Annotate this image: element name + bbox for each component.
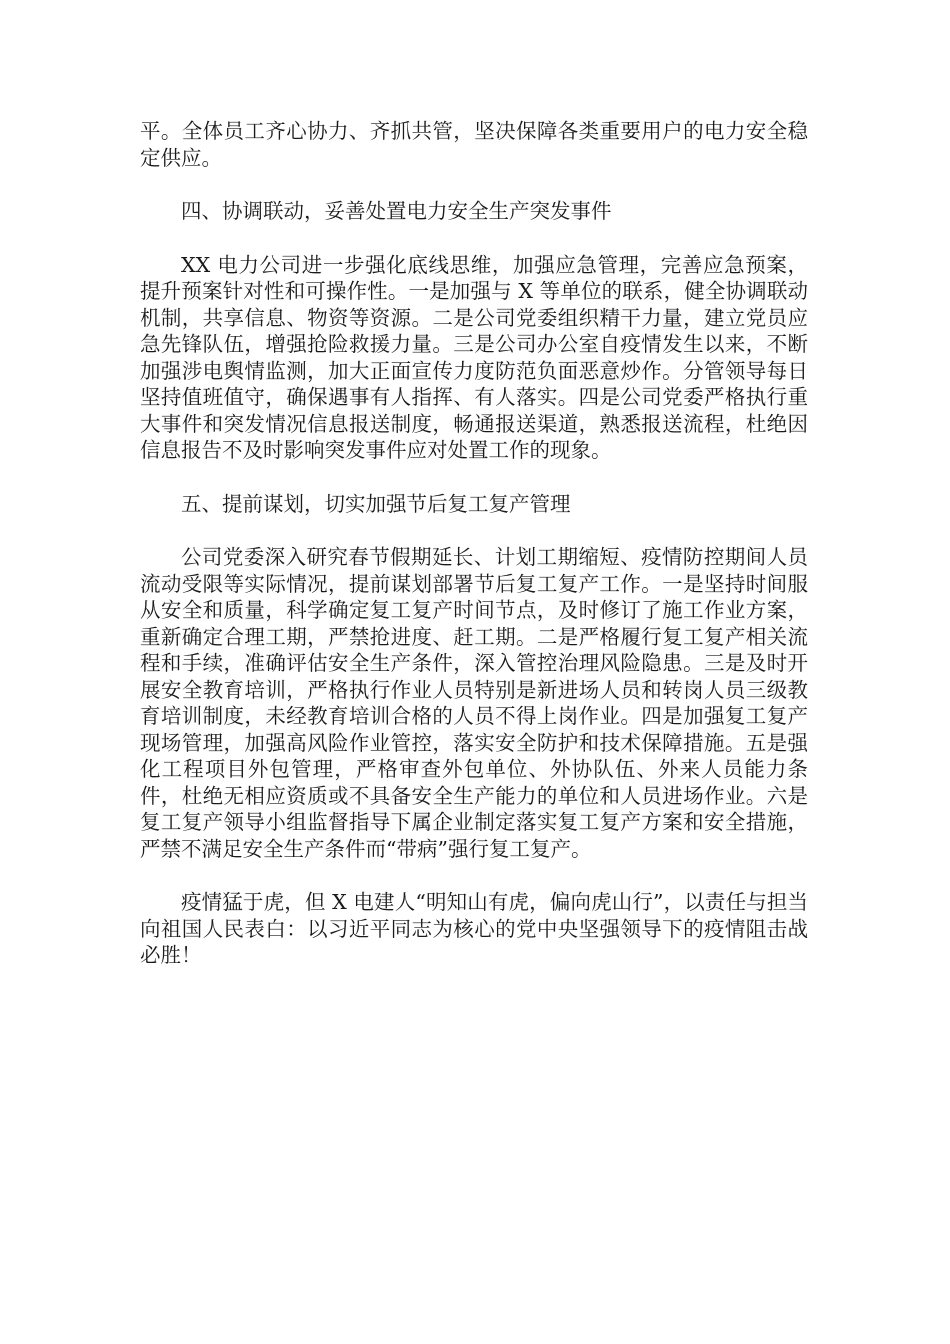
document-body bbox=[140, 118, 808, 996]
paragraph-conclusion: 疫情猛于虎，但 X 电建人“明知山有虎，偏向虎山行”，以责任与担当向祖国人民表白：以习近平同志为核心的党中央坚强领导下的疫情阻击战必胜！ bbox=[140, 890, 808, 967]
paragraph-continued: 平。全体员工齐心协力、齐抓共管，坚决保障各类重要用户的电力安全稳定供应。 bbox=[140, 119, 808, 170]
paragraph-resumption-management: 公司党委深入研究春节假期延长、计划工期缩短、疫情防控期间人员流动受限等实际情况，提前谋划部署节后复工复产工作。一是坚持时间服从安全和质量，科学确定复工复产时间节点，及时修订了施工作业方案，重新确定合理工期，严禁抢进度、赶工期。二是严格履行复工复产相关流程和手续，准确评估安全生产条件，深入管控治理风险隐患。三是及时开展安全教育培训，严格执行作业人员特别是新进场人员和转岗人员三级教育培训制度，未经教育培训合格的人员不得上岗作业。四是加强复工复产现场管理，加强高风险作业管控，落实安全防护和技术保障措施。五是强化工程项目外包管理，严格审查外包单位、外协队伍、外来人员能力条件，杜绝无相应资质或不具备安全生产能力的单位和人员进场作业。六是复工复产领导小组监督指导下属企业制定落实复工复产方案和安全措施，严禁不满足安全生产条件而“带病”强行复工复产。 bbox=[140, 545, 808, 861]
section-heading-5: 五、提前谋划，切实加强节后复工复产管理 bbox=[181, 491, 571, 516]
paragraph-emergency-management: XX 电力公司进一步强化底线思维，加强应急管理，完善应急预案，提升预案针对性和可操作性。一是加强与 X 等单位的联系，健全协调联动机制，共享信息、物资等资源。二是公司党委组织精干力量，建立党员应急先锋队伍，增强抢险救援力量。三是公司办公室自疫情发生以来，不断加强涉电舆情监测，加大正面宣传力度防范负面恶意炒作。分管领导每日坚持值班值守，确保遇事有人指挥、有人落实。四是公司党委严格执行重大事件和突发情况信息报送制度，畅通报送渠道，熟悉报送流程，杜绝因信息报告不及时影响突发事件应对处置工作的现象。 bbox=[140, 252, 808, 462]
section-heading-4: 四、协调联动，妥善处置电力安全生产突发事件 bbox=[181, 199, 612, 223]
